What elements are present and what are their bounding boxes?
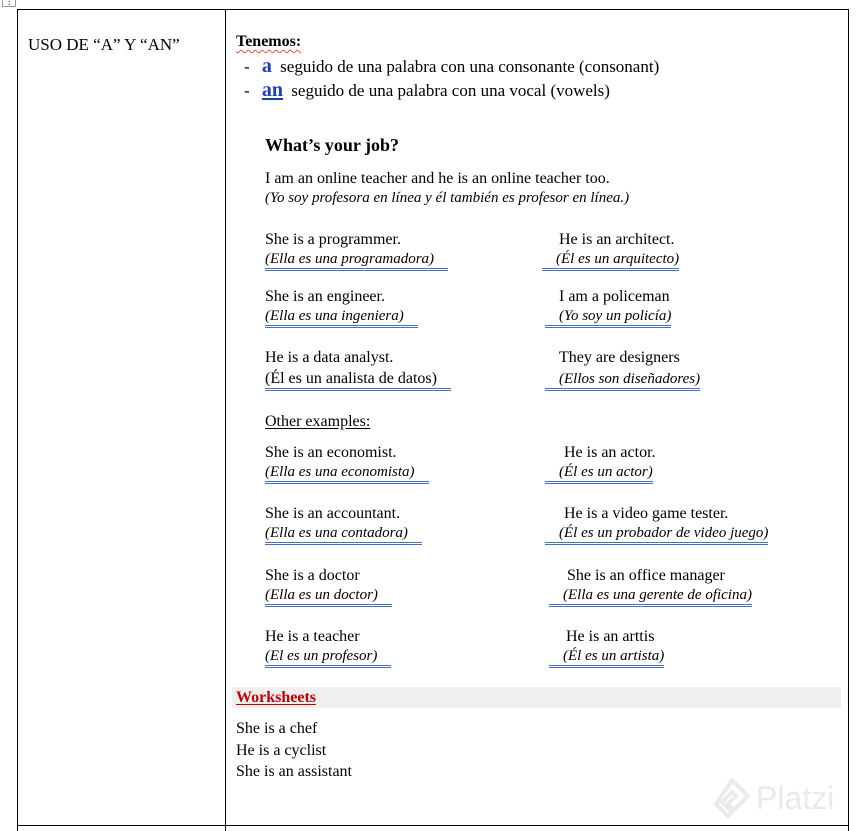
platzi-wordmark: Platzi [756, 779, 835, 816]
other-row-2-left-en: She is an accountant. [265, 505, 401, 522]
other-row-3-left-en: She is a doctor [265, 567, 360, 584]
other-row-1-right-es: (Él es un actor) [545, 464, 653, 484]
job-row-1-right-es: (Él es un arquitecto) [542, 251, 679, 271]
table-border-right [848, 9, 849, 831]
rule-letter-a: a [261, 55, 272, 77]
platzi-logo-icon [714, 778, 750, 818]
other-row-4-right-es: (Él es un artista) [549, 648, 664, 668]
job-row-2-right-es: (Yo soy un policía) [545, 308, 671, 328]
rule-dash: - [244, 81, 250, 100]
other-row-4-left-en: He is a teacher [265, 628, 360, 645]
table-border-top [17, 9, 849, 10]
other-row-3-left-es: (Ella es un doctor) [265, 587, 392, 607]
job-row-2-left-es: (Ella es una ingeniera) [265, 308, 418, 328]
other-row-3-right-en: She is an office manager [567, 567, 725, 584]
worksheet-line-3: She is an assistant [236, 763, 352, 780]
worksheet-line-2: He is a cyclist [236, 742, 327, 759]
job-row-3-left-es: (Él es un analista de datos) [265, 370, 451, 391]
rule-a-text: seguido de una palabra con una consonante (consonant) [280, 57, 660, 76]
rule-an-text: seguido de una palabra con una vocal (vowels) [291, 81, 610, 100]
job-row-3-left-en: He is a data analyst. [265, 349, 394, 366]
job-row-2-left-en: She is an engineer. [265, 288, 385, 305]
other-row-1-right-en: He is an actor. [564, 444, 656, 461]
other-row-1-left-es: (Ella es una economista) [265, 464, 429, 484]
worksheet-line-1: She is a chef [236, 720, 318, 737]
rule-an [244, 79, 610, 102]
job-intro-es: (Yo soy profesora en línea y él también es profesor en línea.) [265, 190, 630, 206]
table-border-middle [225, 9, 226, 831]
other-row-1-left-en: She is an economist. [265, 444, 397, 461]
job-row-1-right-en: He is an architect. [559, 231, 675, 248]
other-row-2-right-es: (Él es un probador de video juego) [545, 525, 768, 545]
job-row-2-right-en: I am a policeman [559, 288, 670, 305]
rule-a [244, 55, 659, 78]
worksheets-heading: Worksheets [236, 689, 316, 706]
other-row-3-right-es: (Ella es una gerente de oficina) [549, 587, 752, 607]
job-row-3-right-es: (Ellos son diseñadores) [545, 371, 700, 391]
table-border-left [17, 9, 18, 831]
other-row-2-left-es: (Ella es una contadora) [265, 525, 422, 545]
job-row-1-left-es: (Ella es una programadora) [265, 251, 448, 271]
other-row-2-right-en: He is a video game tester. [564, 505, 729, 522]
job-intro-en: I am an online teacher and he is an online teacher too. [265, 170, 610, 187]
rule-letter-an: an [261, 79, 284, 101]
other-heading: Other examples: [265, 413, 371, 430]
anchor-icon: ↕ [2, 0, 16, 7]
rule-dash: - [244, 57, 250, 76]
job-row-3-right-en: They are designers [559, 349, 680, 366]
section-title: USO DE “A” Y “AN” [28, 35, 180, 54]
platzi-watermark [714, 776, 834, 820]
job-row-1-left-en: She is a programmer. [265, 231, 401, 248]
worksheets-shading [232, 687, 841, 708]
job-heading: What’s your job? [265, 135, 400, 155]
table-border-bottom [17, 825, 849, 826]
other-row-4-left-es: (El es un profesor) [265, 648, 391, 668]
rules-heading: Tenemos: [236, 33, 302, 50]
other-row-4-right-en: He is an arttis [566, 628, 655, 645]
